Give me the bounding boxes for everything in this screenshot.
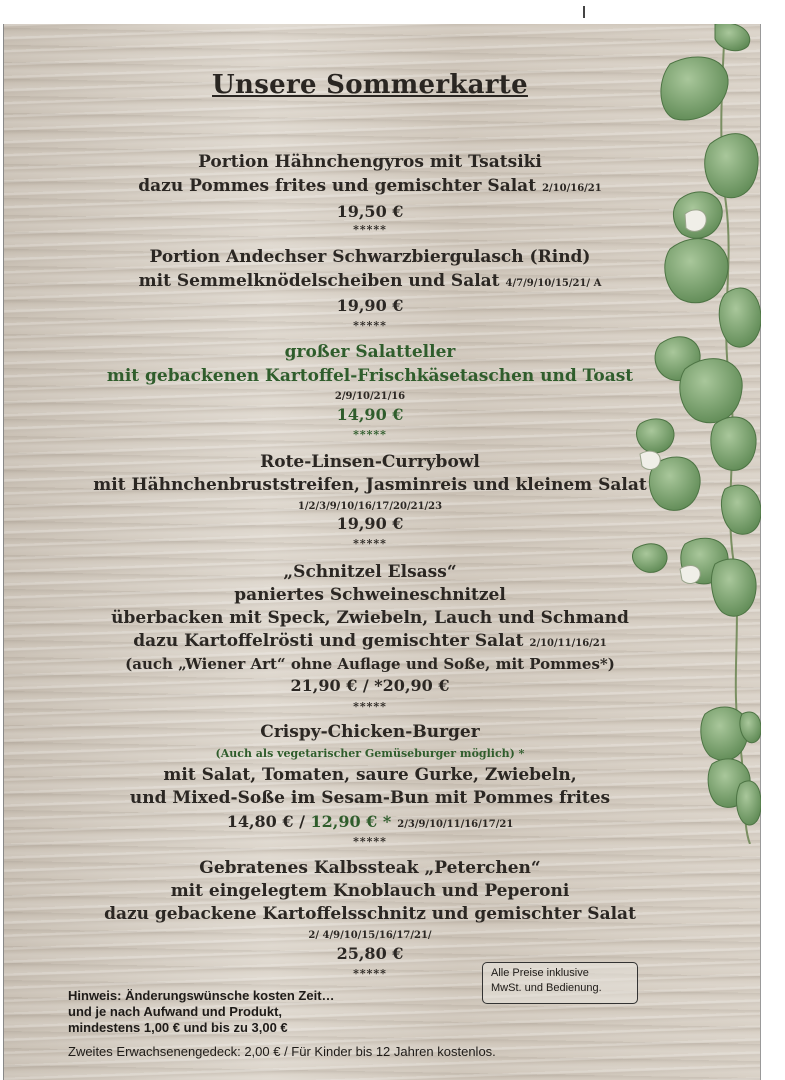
dish-4-allergens: 1/2/3/9/10/16/17/20/21/23	[297, 501, 443, 512]
dish-5-line-3: überbacken mit Speck, Zwiebeln, Lauch und Schmand	[111, 608, 629, 628]
dish-7-stars: *****	[353, 967, 387, 980]
dish-1-price: 19,50 €	[336, 202, 404, 221]
price-info-line-2: MwSt. und Bedienung.	[491, 982, 602, 994]
dish-3-allergens: 2/9/10/21/16	[334, 391, 406, 402]
cover-charge-note: Zweites Erwachsenengedeck: 2,00 € / Für Kinder bis 12 Jahren kostenlos.	[68, 1044, 496, 1059]
dish-7-line-3: dazu gebackene Kartoffelsschnitz und gemischter Salat	[104, 904, 636, 924]
dish-6-line-3: mit Salat, Tomaten, saure Gurke, Zwiebeln,	[163, 765, 577, 785]
dish-6-stars: *****	[353, 835, 387, 848]
dish-4-price: 19,90 €	[336, 514, 404, 533]
dish-3-description: mit gebackenen Kartoffel-Frischkäsetaschen und Toast	[106, 366, 634, 386]
dish-2-price: 19,90 €	[336, 296, 404, 315]
dish-3-stars: *****	[353, 428, 387, 441]
dish-1-allergens: 2/10/16/21	[542, 183, 602, 194]
dish-1-name: Portion Hähnchengyros mit Tsatsiki	[198, 152, 542, 172]
dish-2-stars: *****	[353, 319, 387, 332]
dish-3-name: großer Salatteller	[284, 342, 456, 362]
hint-line-3: mindestens 1,00 € und bis zu 3,00 €	[68, 1020, 288, 1035]
dish-4-name: Rote-Linsen-Currybowl	[260, 452, 480, 472]
dish-2-allergens: 4/7/9/10/15/21/ A	[505, 278, 602, 289]
dish-5-line-5: (auch „Wiener Art“ ohne Auflage und Soße, mit Pommes*)	[125, 655, 615, 673]
scan-mark	[583, 6, 585, 18]
dish-7-name: Gebratenes Kalbssteak „Peterchen“	[199, 858, 541, 878]
dish-4-description: mit Hähnchenbruststreifen, Jasminreis und kleinem Salat	[93, 475, 647, 495]
price-info-line-1: Alle Preise inklusive	[491, 967, 589, 979]
dish-5-line-4	[0, 630, 740, 655]
dish-6-line-4: und Mixed-Soße im Sesam-Bun mit Pommes frites	[129, 788, 611, 808]
dish-2-name: Portion Andechser Schwarzbiergulasch (Rind)	[149, 247, 591, 267]
hint-line-2: und je nach Aufwand und Produkt,	[68, 1004, 283, 1019]
dish-6-price: 14,80 €	[226, 812, 294, 831]
dish-6-name: Crispy-Chicken-Burger	[260, 722, 480, 742]
dish-3-price: 14,90 €	[336, 405, 404, 424]
dish-5-price: 21,90 € / *20,90 €	[290, 676, 450, 695]
hint-line-1: Hinweis: Änderungswünsche kosten Zeit…	[68, 988, 335, 1003]
dish-5-description: dazu Kartoffelrösti und gemischter Salat	[133, 631, 524, 651]
dish-7-price: 25,80 €	[336, 944, 404, 963]
dish-7-line-2: mit eingelegtem Knoblauch und Peperoni	[170, 881, 570, 901]
dish-5-name: „Schnitzel Elsass“	[283, 562, 457, 582]
dish-5-line-2: paniertes Schweineschnitzel	[234, 585, 506, 605]
dish-7-allergens: 2/ 4/9/10/15/16/17/21/	[308, 930, 432, 941]
dish-6-allergens: 2/3/9/10/11/16/17/21	[397, 819, 514, 830]
dish-4-stars: *****	[353, 537, 387, 550]
dish-1-description: dazu Pommes frites und gemischter Salat	[138, 176, 537, 196]
dish-2-description: mit Semmelknödelscheiben und Salat	[138, 271, 500, 291]
dish-1-stars: *****	[353, 223, 387, 236]
price-info-box	[482, 962, 638, 1004]
dish-2-line	[0, 270, 740, 295]
dish-1-line	[0, 175, 740, 200]
dish-5-allergens: 2/10/11/16/21	[529, 638, 607, 649]
menu-title: Unsere Sommerkarte	[212, 70, 528, 100]
dish-5-stars: *****	[353, 700, 387, 713]
dish-6-price-vegetarian: 12,90 € *	[310, 812, 392, 831]
dish-6-vegetarian-note: (Auch als vegetarischer Gemüseburger möglich) *	[215, 747, 525, 760]
dish-6-price-separator: /	[293, 812, 311, 831]
